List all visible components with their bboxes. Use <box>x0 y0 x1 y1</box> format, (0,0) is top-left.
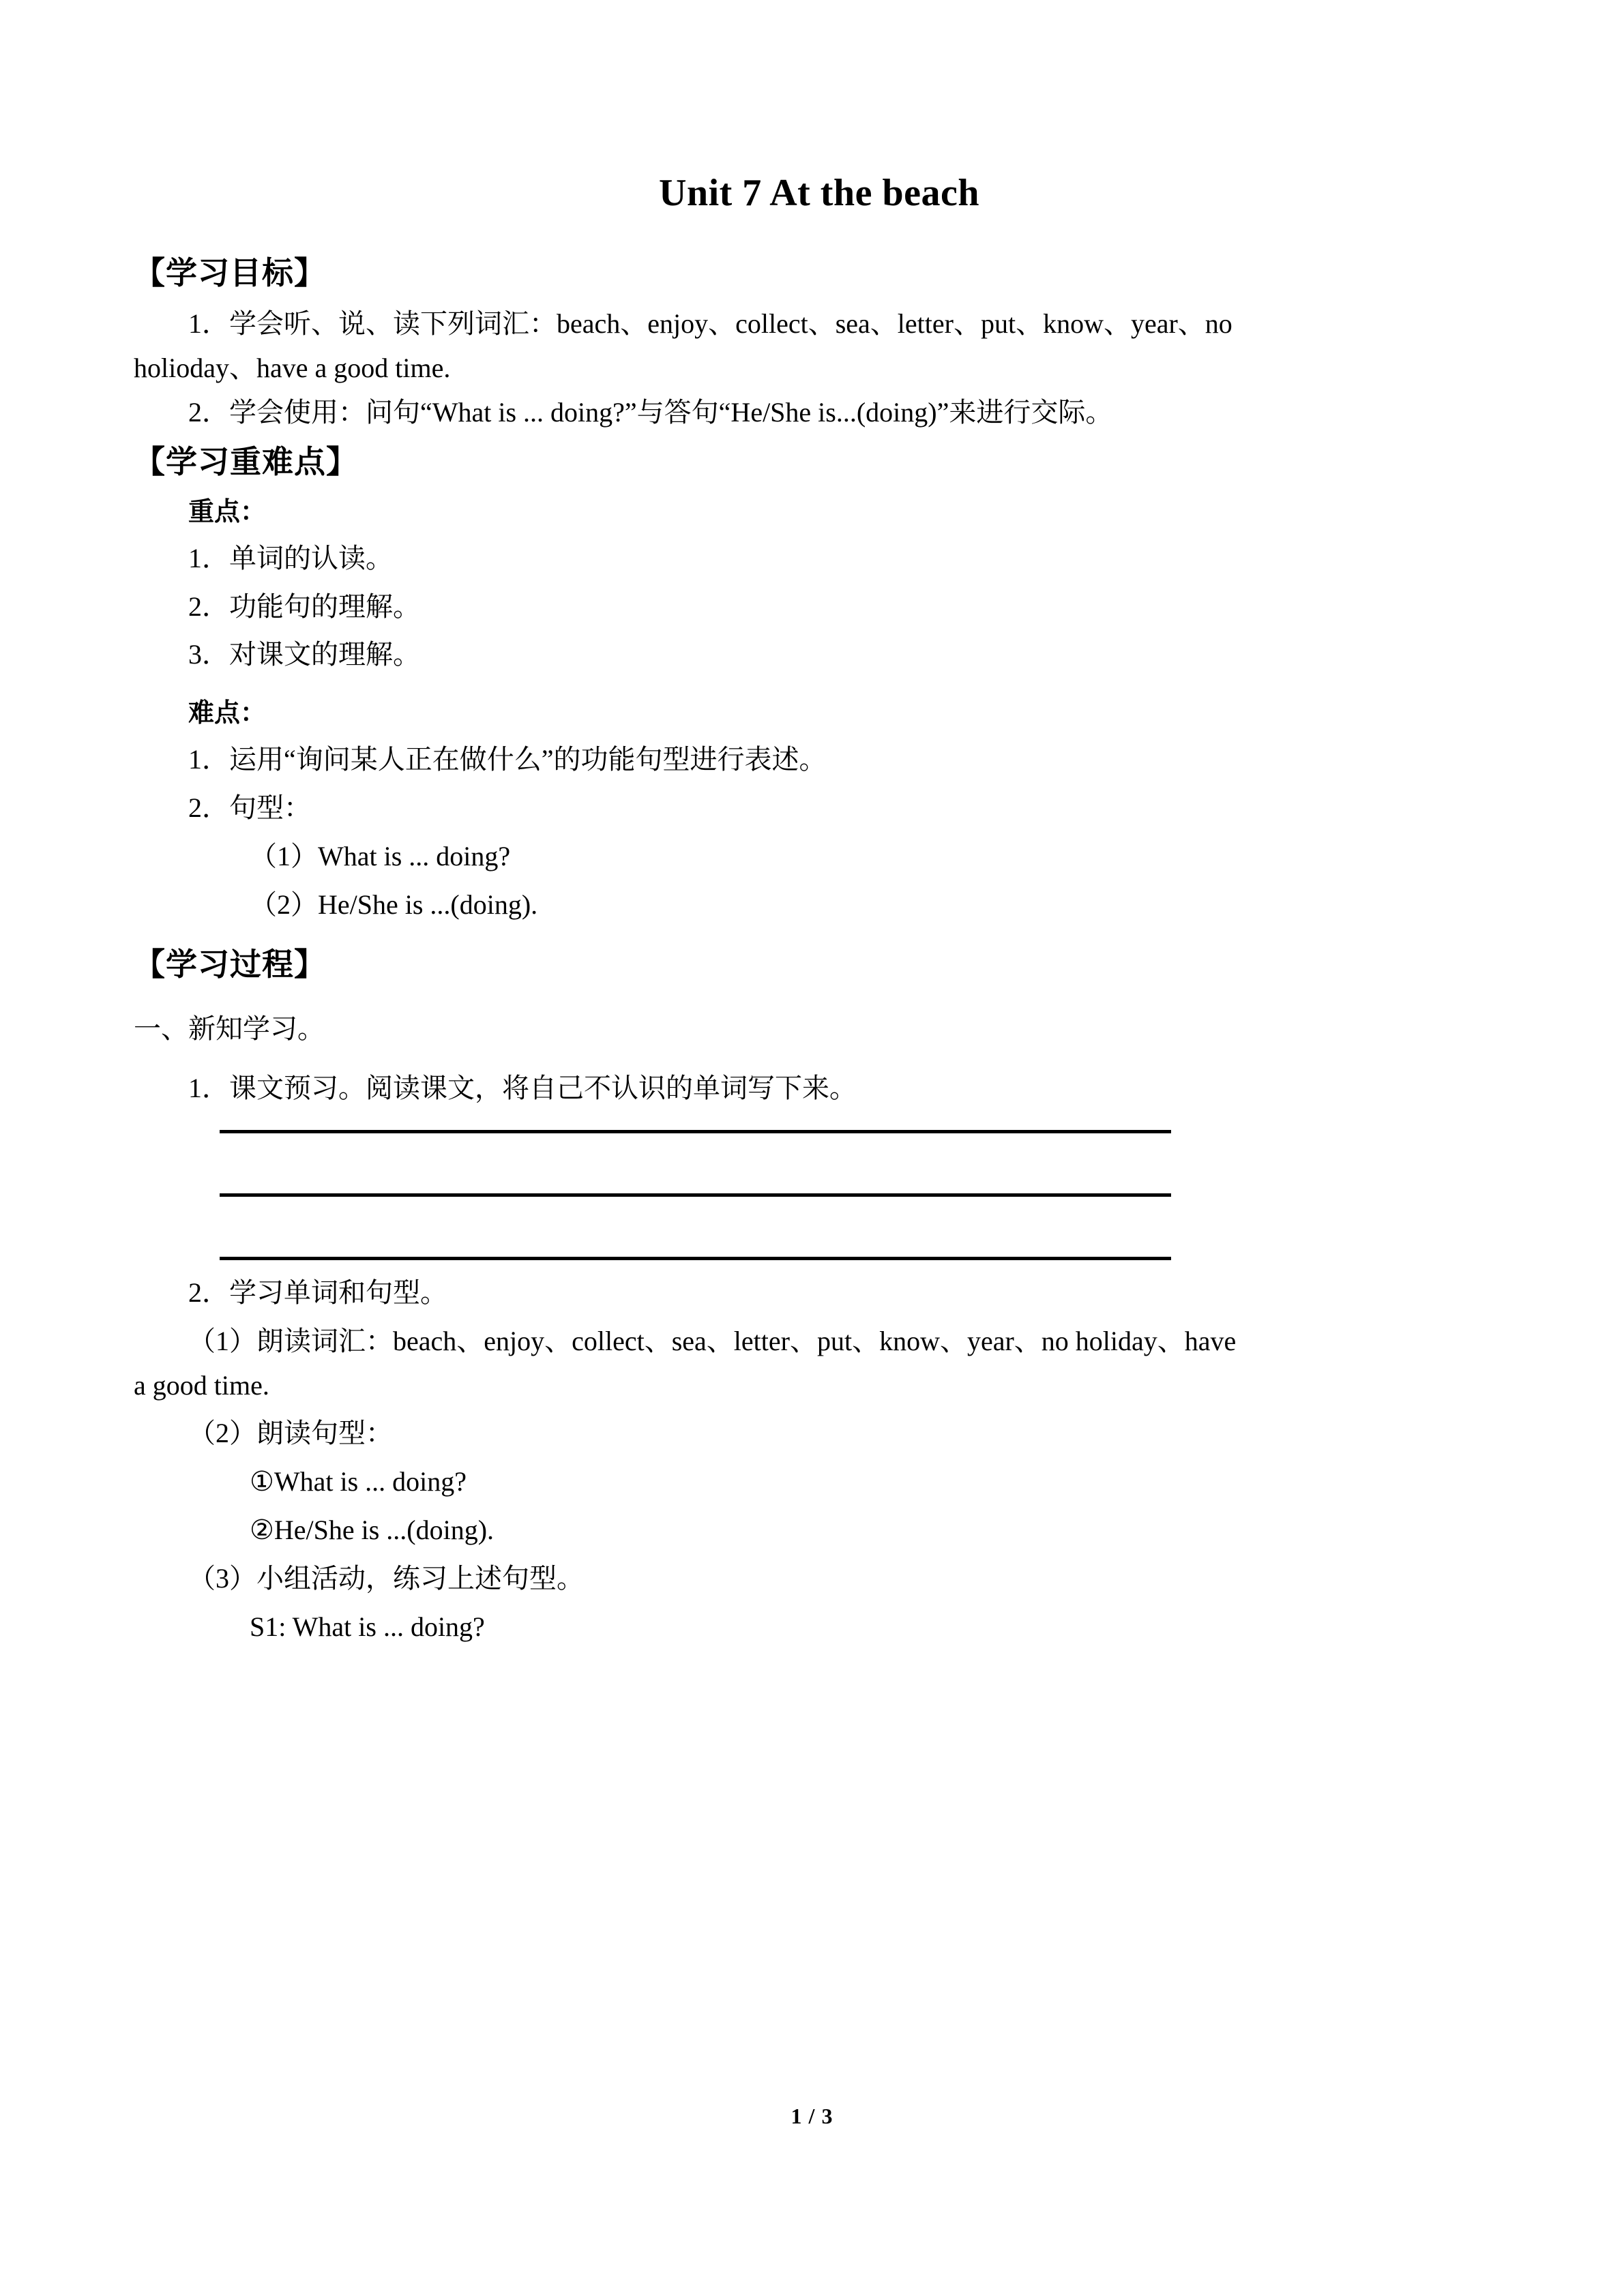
page-title: Unit 7 At the beach <box>659 172 979 214</box>
process-step-1: 1．课文预习。阅读课文，将自己不认识的单词写下来。 <box>188 1073 857 1104</box>
process-step-2: 2．学习单词和句型。 <box>188 1277 447 1309</box>
objective-item-1-line-1: 1．学会听、说、读下列词汇：beach、enjoy、collect、sea、letter、put、know、year、no <box>188 308 1232 340</box>
answer-blank-lines[interactable] <box>134 1130 1505 1260</box>
page-content <box>134 170 1505 1654</box>
section-heading-process: 【学习过程】 <box>134 946 326 983</box>
process-step-2-1-line-2: a good time. <box>134 1369 269 1401</box>
objective-item-1-line-2: holioday、have a good time. <box>134 353 451 384</box>
process-step-2-2: （2）朗读句型： <box>188 1418 393 1449</box>
key-point-item-2: 2．功能句的理解。 <box>188 591 420 622</box>
key-point-item-1: 1．单词的认读。 <box>188 542 393 573</box>
blank-line-3[interactable] <box>220 1257 1171 1260</box>
difficult-point-item-2: 2．句型： <box>188 792 311 823</box>
process-step-2-3-student-line: S1: What is ... doing? <box>250 1611 485 1642</box>
blank-line-2[interactable] <box>220 1193 1171 1197</box>
section-heading-objectives: 【学习目标】 <box>134 254 326 292</box>
difficult-point-item-1: 1．运用“询问某人正在做什么”的功能句型进行表述。 <box>188 744 827 775</box>
key-point-item-3: 3．对课文的理解。 <box>188 639 420 670</box>
process-step-2-2-item-a: ①What is ... doing? <box>250 1466 467 1497</box>
sentence-pattern-2: （2）He/She is ...(doing). <box>250 889 538 920</box>
process-section-1: 一、新知学习。 <box>134 1013 325 1045</box>
key-points-label: 重点： <box>188 496 267 526</box>
process-step-2-1-line-1: （1）朗读词汇：beach、enjoy、collect、sea、letter、put、know、year、no holiday、have <box>188 1325 1237 1356</box>
objective-item-2: 2．学会使用：问句“What is ... doing?”与答句“He/She is...(doing)”来进行交际。 <box>188 396 1113 428</box>
page-footer: 1 / 3 <box>791 2104 833 2128</box>
section-heading-key-difficult: 【学习重难点】 <box>134 443 358 480</box>
difficult-points-label: 难点： <box>188 698 267 728</box>
blank-line-1[interactable] <box>220 1130 1171 1133</box>
sentence-pattern-1: （1）What is ... doing? <box>250 840 511 871</box>
process-step-2-3: （3）小组活动，练习上述句型。 <box>188 1562 584 1594</box>
process-step-2-2-item-b: ②He/She is ...(doing). <box>250 1515 494 1546</box>
